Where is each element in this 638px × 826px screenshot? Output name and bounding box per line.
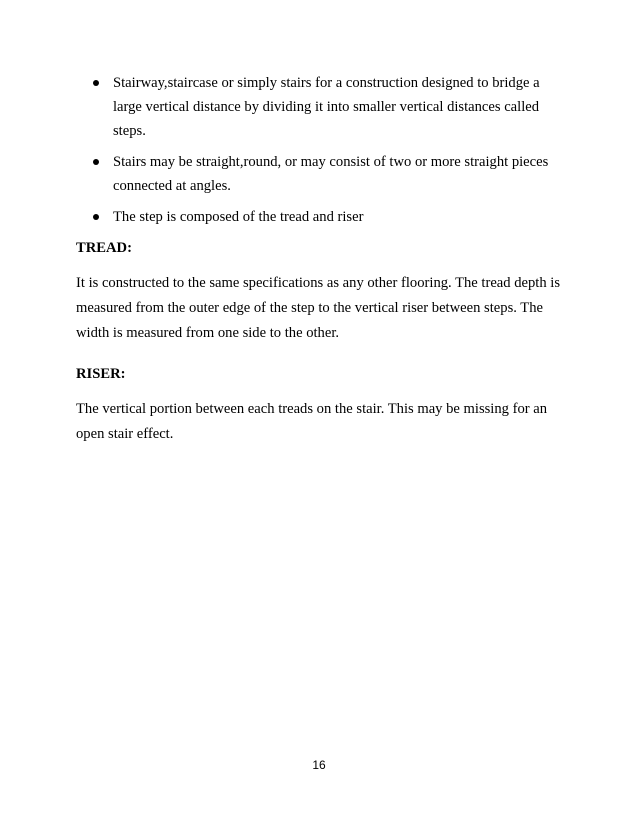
bullet-text: The step is composed of the tread and riser (113, 209, 364, 225)
bullet-icon (93, 80, 99, 86)
page-number: 16 (312, 758, 326, 772)
bullet-icon (93, 159, 99, 165)
riser-heading: RISER: (76, 366, 126, 382)
riser-paragraph: The vertical portion between each treads on the stair. This may be missing for an open stair effect. (76, 401, 548, 442)
tread-heading: TREAD: (76, 240, 132, 256)
bullet-text: Stairs may be straight,round, or may consist of two or more straight pieces connected at angles. (113, 154, 549, 194)
bullet-text: Stairway,staircase or simply stairs for a construction designed to bridge a large vertical distance by dividing it into smaller vertical distances called steps. (113, 75, 540, 139)
bullet-icon (93, 214, 99, 220)
bullet-item (93, 150, 563, 198)
bullet-item (93, 71, 563, 143)
tread-paragraph: It is constructed to the same specifications as any other flooring. The tread depth is measured from the outer edge of the step to the vertical riser between steps. The width is measured from one side to the other. (76, 275, 561, 341)
bullet-item (93, 205, 563, 229)
bullet-list (93, 71, 563, 236)
